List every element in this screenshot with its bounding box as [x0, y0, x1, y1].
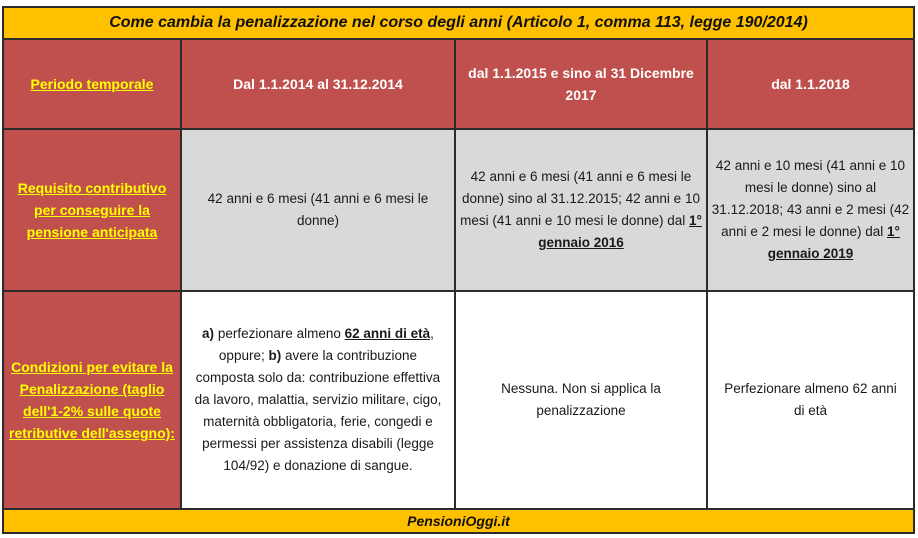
header-col2: dal 1.1.2015 e sino al 31 Dicembre 2017 [468, 65, 694, 103]
condizioni-mid: , oppure; [218, 326, 434, 363]
requisito-col3-text: 42 anni e 10 mesi (41 anni e 10 mesi le donne) sino al 31.12.2018; 43 anni e 2 mesi (42 anni e 2 mesi le donne) dal [711, 158, 910, 239]
table-footer [4, 510, 913, 532]
condizioni-col2: Nessuna. Non si applica la penalizzazione [501, 381, 661, 418]
condizioni-b-marker: b) [268, 348, 282, 363]
header-col1: Dal 1.1.2014 al 31.12.2014 [233, 76, 403, 92]
condizioni-label: Condizioni per evitare la Penalizzazione (taglio dell'1-2% sulle quote retributive dell'assegno): [9, 359, 175, 441]
requisito-col2-date: 1° gennaio 2016 [538, 213, 702, 250]
header-col3-cell [708, 40, 913, 128]
header-label: Periodo temporale [30, 76, 154, 92]
requisito-col2 [458, 166, 704, 254]
condizioni-col3-cell [708, 292, 913, 508]
requisito-col2-text: 42 anni e 6 mesi (41 anni e 6 mesi le donne) sino al 31.12.2015; 42 anni e 10 mesi (41 anni e 10 mesi le donne) dal [460, 169, 700, 228]
requisito-label-cell [4, 130, 180, 290]
condizioni-a-marker: a) [202, 326, 215, 341]
penalty-table [2, 6, 915, 534]
table-title-text: Come cambia la penalizzazione nel corso degli anni (Articolo 1, comma 113, legge 190/2014) [109, 14, 808, 31]
header-col1-cell [182, 40, 454, 128]
table-title [4, 8, 913, 38]
header-col3: dal 1.1.2018 [771, 76, 850, 92]
requisito-col2-cell [456, 130, 706, 290]
condizioni-b-text: avere la contribuzione composta solo da: contribuzione effettiva da lavoro, malattia, servizio militare, cigo, maternità obbligatoria, ferie, congedi e permessi per assistenza disabili (legge 104/92) e donazione di sangue. [194, 348, 442, 473]
condizioni-label-cell [4, 292, 180, 508]
condizioni-col1-cell [182, 292, 454, 508]
footer-brand: PensioniOggi.it [407, 513, 510, 529]
header-col2-cell [456, 40, 706, 128]
condizioni-a-emph: 62 anni di età [344, 326, 431, 341]
condizioni-col1 [190, 323, 446, 477]
condizioni-col3: Perfezionare almeno 62 anni di età [724, 381, 897, 418]
requisito-col3 [710, 155, 911, 265]
header-label-cell [4, 40, 180, 128]
condizioni-col2-cell [456, 292, 706, 508]
requisito-col3-date: 1° gennaio 2019 [767, 224, 900, 261]
condizioni-a-text: perfezionare almeno [214, 326, 345, 341]
requisito-label: Requisito contributivo per conseguire la pensione anticipata [17, 180, 167, 240]
requisito-col1-cell [182, 130, 454, 290]
requisito-col3-cell [708, 130, 913, 290]
requisito-col1: 42 anni e 6 mesi (41 anni e 6 mesi le donne) [207, 191, 429, 228]
